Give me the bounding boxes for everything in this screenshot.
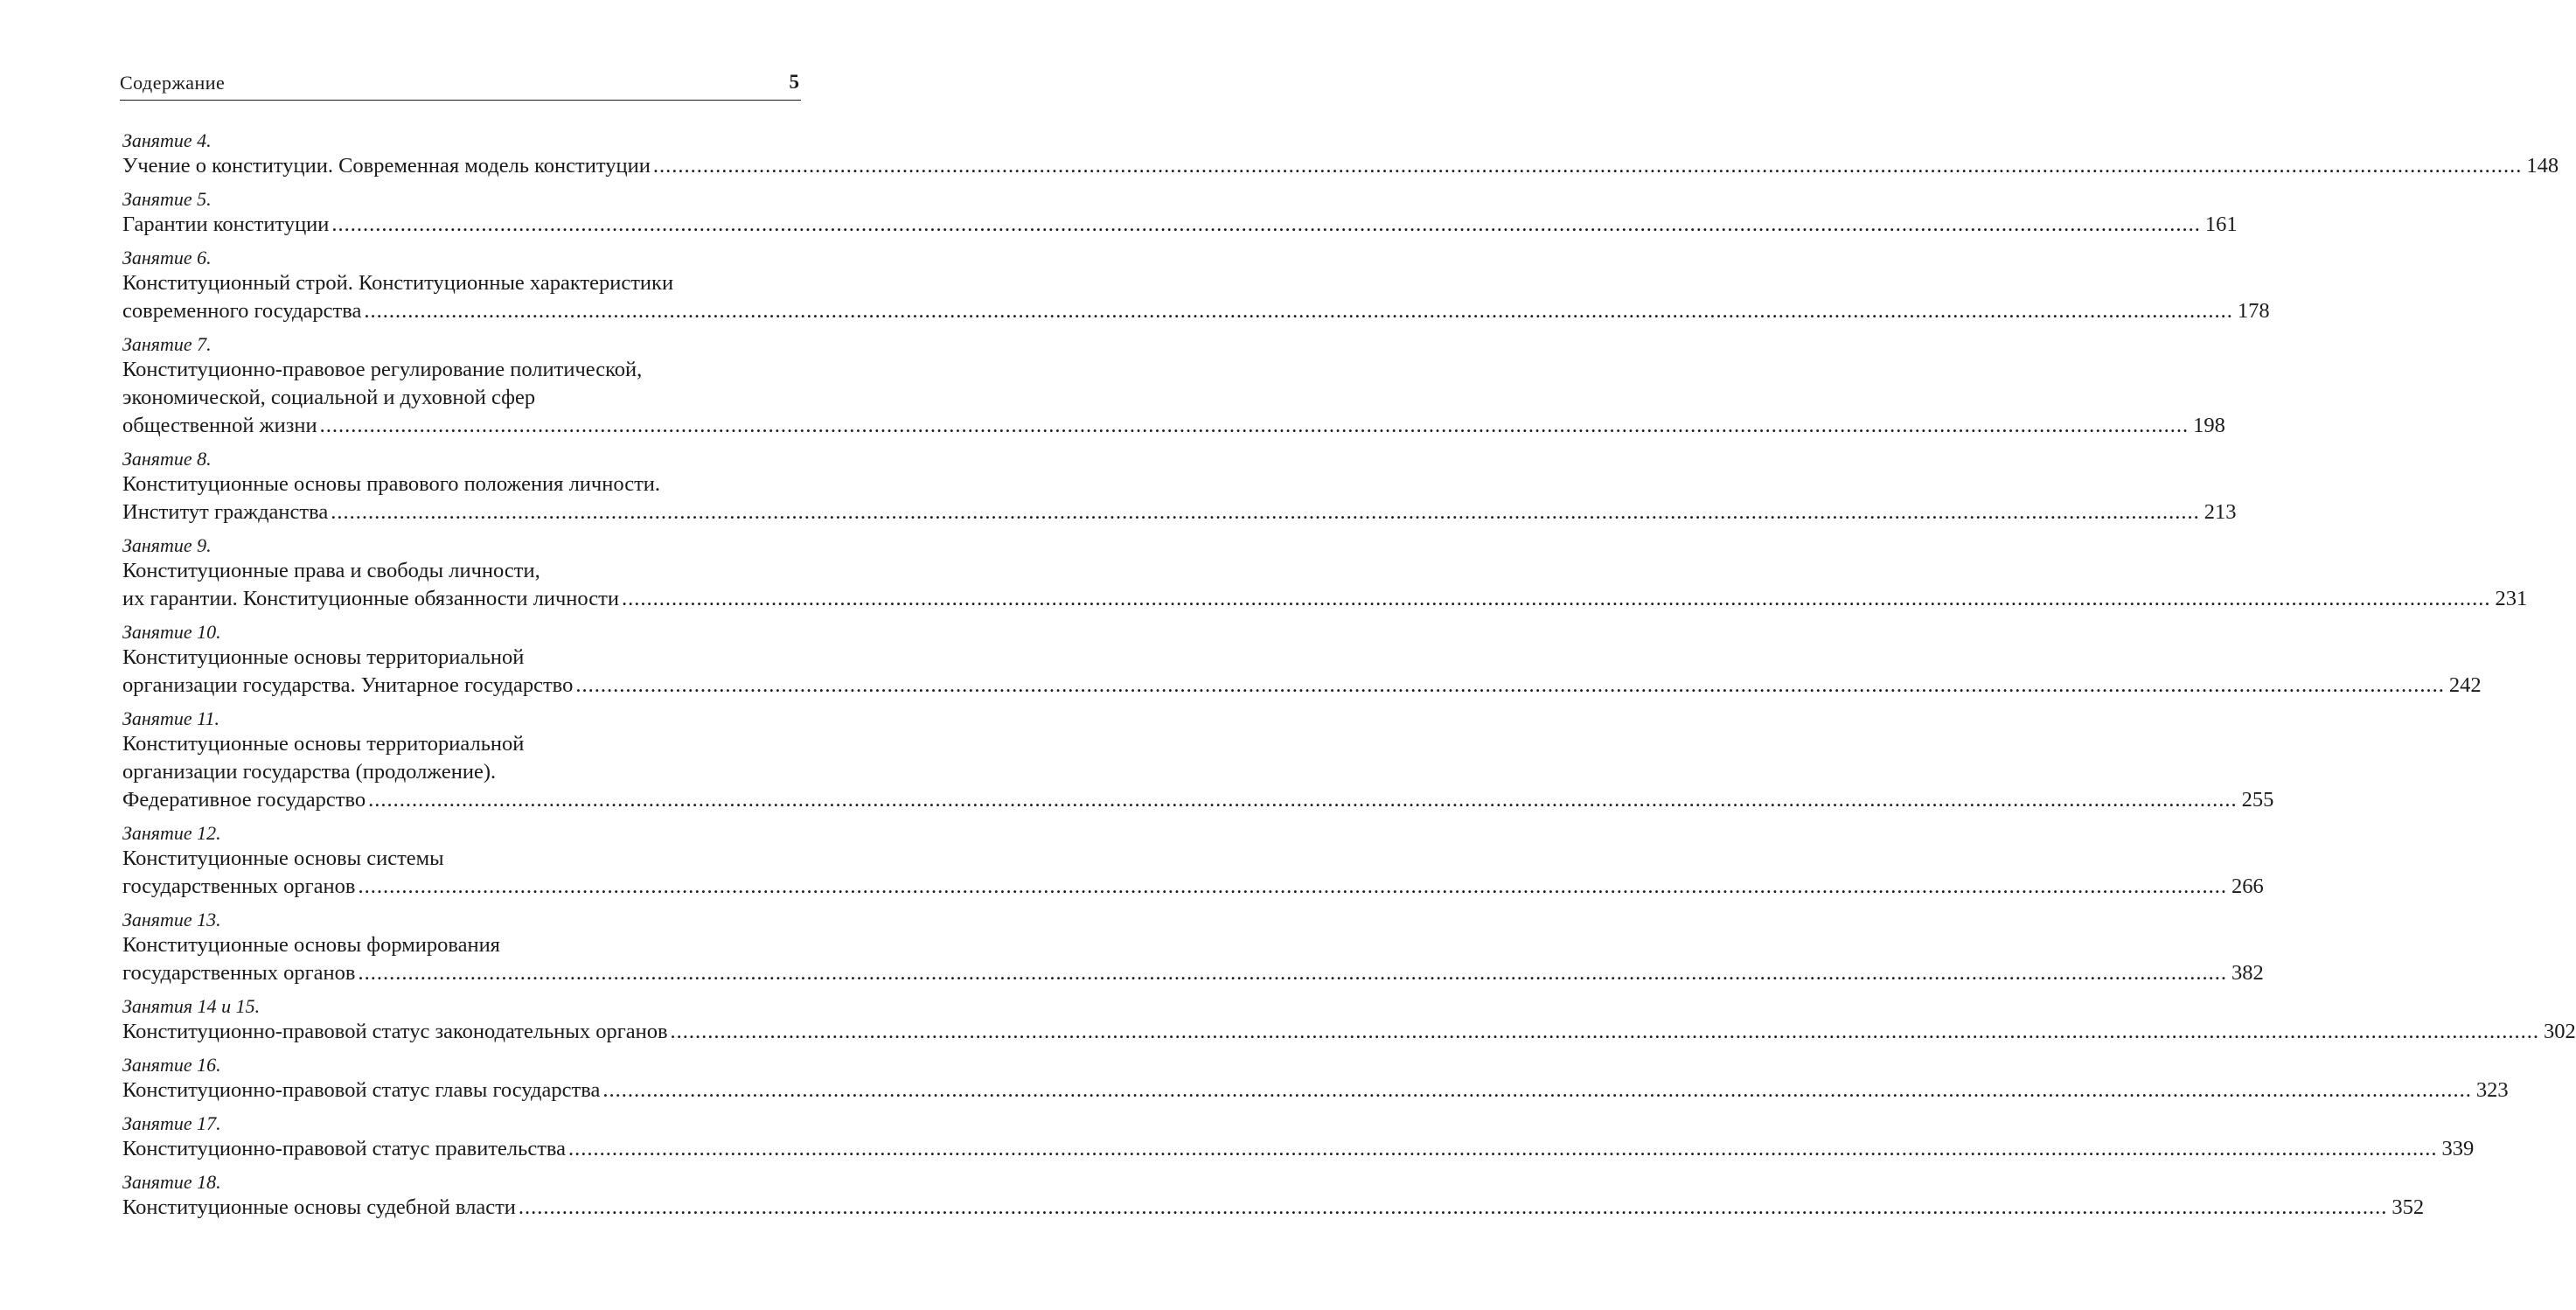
table-of-contents: [122, 129, 2576, 1230]
toc-entry-page: 352: [2392, 1195, 2425, 1219]
toc-entry-title-line: Конституционные основы судебной власти: [122, 1195, 516, 1219]
dot-leader: ............................................................................................................................................................................................................................................................................................................: [331, 500, 2200, 524]
toc-entry-title-line: Конституционные основы территориальной: [122, 732, 525, 756]
toc-entry-row: [122, 498, 2237, 526]
toc-entry-title-line: Конституционные основы территориальной: [122, 645, 525, 669]
page-number: 5: [789, 71, 799, 93]
toc-entry-label: Занятие 12.: [122, 822, 221, 844]
toc-entry: [122, 534, 2528, 613]
toc-entry-page: 231: [2495, 587, 2528, 610]
toc-entry-title-line: Федеративное государство: [122, 788, 366, 812]
toc-entry-label: Занятие 16.: [122, 1054, 221, 1076]
toc-entry: [122, 188, 2238, 239]
toc-entry-title-line: Институт гражданства: [122, 500, 329, 524]
dot-leader: ............................................................................................................................................................................................................................................................................................................: [621, 587, 2491, 610]
toc-entry-label: Занятие 18.: [122, 1171, 221, 1193]
toc-entry-label: Занятие 7.: [122, 333, 212, 355]
dot-leader: ............................................................................................................................................................................................................................................................................................................: [331, 213, 2201, 236]
toc-entry: [122, 822, 2264, 901]
toc-entry-title-line: организации государства (продолжение).: [122, 760, 497, 784]
toc-entry: [122, 995, 2576, 1046]
toc-entry-title-line: Учение о конституции. Современная модель конституции: [122, 154, 651, 178]
toc-entry-page: 323: [2475, 1078, 2509, 1102]
toc-entry-row: [122, 873, 2264, 901]
toc-entry-row: [122, 297, 2270, 325]
toc-entry: [122, 1171, 2425, 1222]
toc-entry: [122, 247, 2270, 325]
dot-leader: ............................................................................................................................................................................................................................................................................................................: [358, 961, 2227, 985]
toc-entry-label: Занятие 17.: [122, 1112, 221, 1134]
dot-leader: ............................................................................................................................................................................................................................................................................................................: [602, 1078, 2472, 1102]
toc-entry-page: 198: [2193, 414, 2225, 437]
toc-entry-title-line: Конституционно-правовой статус правительства: [122, 1137, 567, 1160]
toc-entry-title-line: Конституционно-правовой статус законодательных органов: [122, 1020, 668, 1043]
toc-entry-row: [122, 585, 2528, 613]
toc-entry-row: [122, 1194, 2425, 1222]
toc-entry-title-line: организации государства. Унитарное государство: [122, 673, 574, 697]
dot-leader: ............................................................................................................................................................................................................................................................................................................: [518, 1195, 2388, 1219]
toc-entry-row: [122, 672, 2482, 700]
toc-entry-page: 161: [2204, 213, 2238, 236]
dot-leader: ............................................................................................................................................................................................................................................................................................................: [358, 874, 2227, 898]
toc-entry-row: [122, 152, 2559, 180]
toc-entry-row: [122, 1018, 2576, 1046]
dot-leader: ............................................................................................................................................................................................................................................................................................................: [575, 673, 2445, 697]
toc-entry-title-line: общественной жизни: [122, 414, 317, 437]
toc-entry-row: [122, 1135, 2475, 1163]
toc-entry-page: 213: [2204, 500, 2237, 524]
toc-entry-title-line: Гарантии конституции: [122, 213, 330, 236]
running-header: [120, 68, 801, 101]
toc-entry-label: Занятие 9.: [122, 534, 212, 556]
toc-entry: [122, 448, 2237, 526]
toc-entry-page: 242: [2448, 673, 2482, 697]
toc-entry-title-line: Конституционно-правовой статус главы государства: [122, 1078, 601, 1102]
toc-entry: [122, 129, 2559, 180]
dot-leader: ............................................................................................................................................................................................................................................................................................................: [568, 1137, 2438, 1160]
toc-entry-label: Занятие 8.: [122, 448, 212, 470]
toc-entry-label: Занятие 5.: [122, 188, 212, 210]
toc-entry: [122, 1112, 2475, 1163]
dot-leader: ............................................................................................................................................................................................................................................................................................................: [670, 1020, 2540, 1043]
toc-entry-title-line: Конституционные основы правового положения личности.: [122, 472, 661, 496]
toc-entry-page: 255: [2241, 788, 2274, 812]
dot-leader: ............................................................................................................................................................................................................................................................................................................: [652, 154, 2523, 178]
toc-entry-title-line: современного государства: [122, 299, 362, 323]
toc-entry-title-line: Конституционный строй. Конституционные характеристики: [122, 271, 674, 295]
toc-entry-label: Занятие 4.: [122, 129, 212, 151]
toc-entry-label: Занятие 6.: [122, 247, 212, 268]
toc-entry-page: 382: [2231, 961, 2264, 985]
toc-entry-page: 178: [2237, 299, 2270, 323]
dot-leader: ............................................................................................................................................................................................................................................................................................................: [368, 788, 2238, 812]
toc-entry-row: [122, 786, 2274, 814]
toc-entry-label: Занятие 11.: [122, 707, 220, 729]
toc-entry-page: 266: [2231, 874, 2264, 898]
toc-entry-title-line: Конституционные права и свободы личности,: [122, 559, 540, 582]
toc-entry: [122, 707, 2274, 814]
toc-entry-label: Занятия 14 и 15.: [122, 995, 261, 1017]
toc-entry-page: 302: [2544, 1020, 2576, 1043]
running-header-title: Содержание: [120, 72, 226, 94]
toc-entry-title-line: Конституционно-правовое регулирование политической,: [122, 358, 643, 381]
toc-entry-title-line: Конституционные основы системы: [122, 847, 444, 870]
toc-entry-title-line: государственных органов: [122, 961, 356, 985]
toc-entry-row: [122, 1077, 2509, 1104]
toc-entry: [122, 333, 2225, 440]
toc-entry: [122, 621, 2482, 700]
toc-entry-title-line: их гарантии. Конституционные обязанности личности: [122, 587, 619, 610]
toc-entry-row: [122, 412, 2225, 440]
toc-entry-page: 148: [2526, 154, 2559, 178]
toc-entry-title-line: экономической, социальной и духовной сфер: [122, 386, 536, 409]
toc-entry-row: [122, 959, 2264, 987]
dot-leader: ............................................................................................................................................................................................................................................................................................................: [364, 299, 2233, 323]
toc-entry-page: 339: [2441, 1137, 2475, 1160]
toc-entry: [122, 909, 2264, 987]
toc-entry-label: Занятие 13.: [122, 909, 221, 930]
toc-entry-label: Занятие 10.: [122, 621, 221, 643]
toc-entry-title-line: Конституционные основы формирования: [122, 933, 500, 957]
dot-leader: ............................................................................................................................................................................................................................................................................................................: [319, 414, 2190, 437]
toc-entry-title-line: государственных органов: [122, 874, 356, 898]
toc-entry: [122, 1054, 2509, 1104]
toc-entry-row: [122, 211, 2238, 239]
